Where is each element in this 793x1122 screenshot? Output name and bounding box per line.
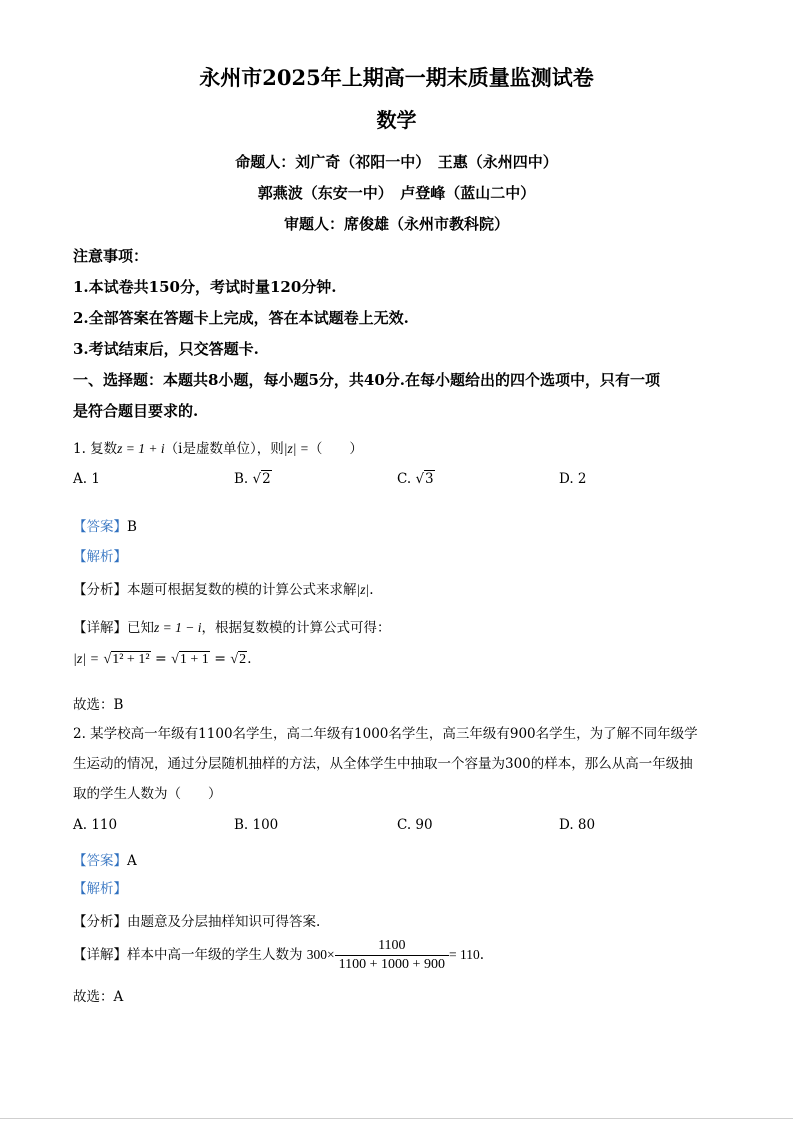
q2-option-c: C. 90	[397, 817, 433, 833]
q2-formula-tail: = 110	[448, 947, 480, 962]
q1-formula-r3: 2	[239, 652, 247, 667]
question-1-stem	[73, 437, 363, 457]
page-title: 永州市2025年上期高一期末质量监测试卷	[199, 65, 594, 90]
sqrt-symbol: √2	[230, 652, 247, 667]
reviewer-line: 审题人：席俊雄（永州市教科院）	[283, 215, 509, 233]
q2-fenxi-text: 由题意及分层抽样知识可得答案.	[127, 914, 321, 930]
q2-detail-a: 样本中高一年级的学生人数为	[127, 947, 303, 963]
q2-option-d: D. 80	[559, 817, 596, 833]
detail-tag: 【详解】	[73, 947, 127, 963]
q1-option-b-label: B.	[234, 471, 249, 487]
q1-fenxi-end: .	[369, 582, 374, 598]
q2-choice: 故选：A	[73, 989, 124, 1005]
q1-bracket: （ ）	[308, 441, 363, 457]
q1-detail-b: ，根据复数模的计算公式可得：	[201, 620, 391, 636]
q2-fraction	[335, 938, 449, 973]
notice-item-3: 3.考试结束后，只交答题卡.	[73, 340, 259, 358]
q1-fenxi-text: 本题可根据复数的模的计算公式来求解	[127, 582, 357, 598]
q1-middle: （i是虚数单位），则	[164, 441, 284, 457]
section-heading-line-1: 一、选择题：本题共8小题，每小题5分，共40分.在每小题给出的四个选项中，只有一项	[73, 371, 660, 389]
authors-line-1: 命题人：刘广奇（祁阳一中） 王惠（永州四中）	[235, 153, 558, 171]
q1-option-c	[397, 471, 435, 487]
answer-tag: 【答案】	[73, 853, 127, 869]
section-heading-line-2: 是符合题目要求的.	[73, 402, 199, 420]
q1-formula-eq: =	[154, 651, 167, 667]
sqrt-symbol: √1 + 1	[171, 652, 209, 667]
sqrt-symbol: √2	[252, 471, 271, 487]
q2-stem-line-3: 取的学生人数为（ ）	[73, 786, 222, 802]
notice-item-1: 1.本试卷共150分，考试时量120分钟.	[73, 278, 337, 296]
q1-option-d: D. 2	[559, 471, 587, 487]
q1-detail-a: 已知	[127, 620, 154, 636]
q1-detail	[73, 616, 390, 636]
fenxi-tag: 【分析】	[73, 914, 127, 930]
notice-item-2: 2.全部答案在答题卡上完成，答在本试题卷上无效.	[73, 309, 409, 327]
q1-fenxi-z: |z|	[356, 582, 370, 597]
q1-prefix: 1. 复数	[73, 441, 118, 457]
q1-analysis-tag: 【解析】	[73, 549, 127, 565]
q2-option-a: A. 110	[73, 817, 118, 833]
q1-option-c-value: 3	[425, 471, 434, 487]
q1-answer-value: B	[127, 519, 137, 535]
q2-answer-value: A	[127, 853, 137, 869]
answer-tag: 【答案】	[73, 519, 127, 535]
q2-analysis-tag: 【解析】	[73, 881, 127, 897]
q1-answer	[73, 515, 137, 535]
q2-frac-den: 1100 + 1000 + 900	[338, 957, 445, 972]
q1-option-c-label: C.	[397, 471, 412, 487]
q2-answer	[73, 849, 137, 869]
sqrt-symbol: √1² + 1²	[103, 652, 150, 667]
q1-formula	[73, 651, 252, 668]
q2-stem-line-2: 生运动的情况，通过分层随机抽样的方法，从全体学生中抽取一个容量为300的样本，那么从高一年级抽	[73, 756, 693, 772]
q1-formula-r2: 1 + 1	[179, 652, 209, 667]
q1-fenxi	[73, 578, 373, 598]
q1-option-a: A. 1	[73, 471, 100, 487]
detail-tag: 【详解】	[73, 620, 127, 636]
q2-frac-num: 1100	[335, 938, 449, 956]
page-bottom-divider	[0, 1118, 793, 1119]
q1-option-b	[234, 471, 272, 487]
q1-detail-expr: z = 1 − i	[154, 620, 202, 635]
q1-option-b-value: 2	[262, 471, 271, 487]
q2-detail	[73, 938, 484, 973]
q2-option-b: B. 100	[234, 817, 279, 833]
q1-formula-eq2: =	[214, 651, 226, 667]
q2-formula-end: .	[479, 947, 484, 963]
q1-z-expr: z = 1 + i	[117, 441, 165, 456]
notice-heading: 注意事项：	[73, 247, 149, 265]
q1-formula-lhs: |z| =	[73, 652, 100, 667]
fenxi-tag: 【分析】	[73, 582, 127, 598]
q2-stem-line-1: 2. 某学校高一年级有1100名学生，高二年级有1000名学生，高三年级有900名学生，为了解不同年级学	[73, 726, 698, 742]
q1-formula-end: .	[247, 651, 252, 667]
q1-z-abs: |z| =	[283, 441, 309, 456]
subject-title: 数学	[376, 108, 417, 132]
q1-formula-r1: 1² + 1²	[112, 652, 150, 667]
authors-line-2: 郭燕波（东安一中） 卢登峰（蓝山二中）	[257, 184, 536, 202]
q2-formula-lead: 300×	[306, 947, 335, 962]
q2-fenxi	[73, 910, 320, 930]
q1-choice: 故选：B	[73, 697, 124, 713]
sqrt-symbol: √3	[415, 471, 434, 487]
